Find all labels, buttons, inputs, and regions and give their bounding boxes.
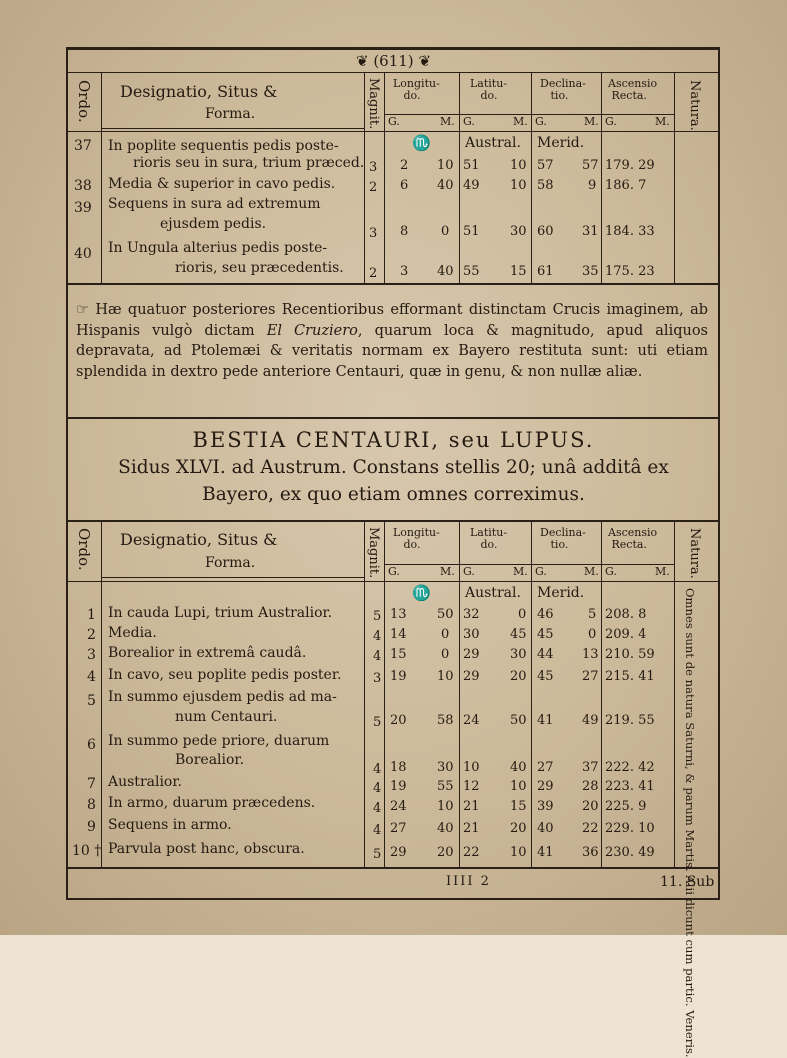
page-number: ❦ (611) ❦ xyxy=(355,52,432,70)
unit-g: G. xyxy=(535,115,547,128)
header-designatio: Designatio, Situs & xyxy=(120,82,278,101)
unit-g: G. xyxy=(605,565,617,578)
header-magnit: Magnit. xyxy=(366,78,381,130)
section-subtitle: Sidus XLVI. ad Austrum. Constans stellis 20; unâ additâ ex xyxy=(118,457,669,478)
unit-g: G. xyxy=(388,115,400,128)
unit-m: M. xyxy=(440,565,455,578)
header-natura: Natura. xyxy=(687,80,702,131)
header-latitudo: Latitu- do. xyxy=(470,77,508,102)
sub-latitudo: Austral. xyxy=(465,135,521,151)
sub-latitudo: Austral. xyxy=(465,585,521,601)
header-forma: Forma. xyxy=(205,555,256,571)
header-magnit: Magnit. xyxy=(366,527,381,579)
unit-g: G. xyxy=(535,565,547,578)
unit-m: M. xyxy=(513,565,528,578)
signature-mark: IIII 2 xyxy=(446,874,491,889)
header-longitudo: Longitu- do. xyxy=(393,526,440,551)
unit-g: G. xyxy=(605,115,617,128)
pointing-hand-icon: ☞ xyxy=(76,302,89,318)
catchword: 11. Sub xyxy=(660,874,715,890)
header-declinatio: Declina- tio. xyxy=(540,77,586,102)
section-title: BESTIA CENTAURI, seu LUPUS. xyxy=(192,428,595,452)
fleuron-left-icon: ❦ xyxy=(355,52,374,70)
header-natura: Natura. xyxy=(687,528,702,579)
unit-m: M. xyxy=(584,115,599,128)
unit-g: G. xyxy=(388,565,400,578)
header-ascensio: Ascensio Recta. xyxy=(608,526,658,551)
header-ascensio: Ascensio Recta. xyxy=(608,77,658,102)
header-ordo: Ordo. xyxy=(75,528,93,571)
unit-m: M. xyxy=(440,115,455,128)
unit-g: G. xyxy=(463,565,475,578)
unit-m: M. xyxy=(655,565,670,578)
header-latitudo: Latitu- do. xyxy=(470,526,508,551)
header-longitudo: Longitu- do. xyxy=(393,77,440,102)
header-declinatio: Declina- tio. xyxy=(540,526,586,551)
sub-longitudo-sign: ♏ xyxy=(412,134,431,152)
book-page: ❦ (611) ❦ Ordo. Designatio, Situs & Forma. Magnit. Longitu- do. Latitu- do. Declina- tio. Ascensio Recta. Natura. G. M. G. M. G. M. G. M. ♏ Austral. Merid. 37 In poplite sequentis pedis poste- rioris seu in sura, trium præced. 3 2 10 51 10 57 57 179. 29 38 Media & superior in cavo pedis. 2 6 40 49 10 58 9 186. 7 39 Sequens in sura ad extremum ejusdem pedis. 3 8 0 51 30 60 31 184. 33 40 In Ungula alterius pedis poste- rioris, seu præcedentis. 2 3 40 55 15 61 35 175. 23 ☞ Hæ quatuor posteriores Recentioribus efformant distinctam Crucis imaginem, ab Hispanis vulgò dictam El Cruziero, quarum loca & magnitudo, apud aliquos depravata, ad Ptolemæi & veritatis normam ex Bayero restituta sunt: uti etiam splendida in dextro pede anteriore Centauri, quæ in genu, & non nullæ aliæ. BESTIA CENTAURI, seu LUPUS. Sidus XLVI. ad Austrum. Constans stellis 20; unâ additâ ex Bayero, ex quo etiam omnes correximus. Ordo. Designatio, Situs & Forma. Magnit. Longitu- do. Latitu- do. Declina- tio. Ascensio Recta. Natura. G. M. G. M. G. M. G. M. ♏ Austral. Merid. Omnes sunt de natura Saturni, & parum Martis. Alii dicunt cum partic. Veneris. 1 In cauda Lupi, trium Australior. 5 13 50 32 0 46 5 208. 8 2 Media. 4 14 0 30 45 45 0 209. 4 3 Borealior in extremâ caudâ. 4 15 0 29 30 44 13 210. 59 4 In cavo, seu poplite pedis poster. 3 19 10 29 20 45 27 215. 41 5 In summo ejusdem pedis ad ma- num Centauri. 5 20 58 24 50 41 49 219. 55 6 In summo pede priore, duarum Borealior. 4 18 30 10 40 27 37 222. 42 7 Australior. 4 19 55 12 10 29 28 223. 41 8 In armo, duarum præcedens. 4 24 10 21 15 39 20 225. 9 9 Sequens in armo. 4 27 40 21 20 40 22 229. 10 10 † Parvula post hanc, obscura. 5 29 20 22 10 41 36 230. 49 IIII 2 11. Sub xyxy=(0,0,787,935)
section-subtitle-2: Bayero, ex quo etiam omnes correximus. xyxy=(202,484,585,505)
unit-m: M. xyxy=(513,115,528,128)
header-ordo: Ordo. xyxy=(75,80,93,123)
note-paragraph: ☞ Hæ quatuor posteriores Recentioribus efformant distinctam Crucis imaginem, ab Hispanis vulgò dictam El Cruziero, quarum loca & magnitudo, apud aliquos depravata, ad Ptolemæi & veritatis normam ex Bayero restituta sunt: uti etiam splendida in dextro pede anteriore Centauri, quæ in genu, & non nullæ aliæ. xyxy=(76,302,709,380)
fleuron-right-icon: ❦ xyxy=(413,52,432,70)
header-forma: Forma. xyxy=(205,106,256,122)
unit-m: M. xyxy=(584,565,599,578)
sub-declinatio: Merid. xyxy=(537,585,585,601)
natura-note: Omnes sunt de natura Saturni, & parum Martis. Alii dicunt cum partic. Veneris. xyxy=(683,588,697,1058)
sub-longitudo-sign: ♏ xyxy=(412,584,431,602)
unit-g: G. xyxy=(463,115,475,128)
sub-declinatio: Merid. xyxy=(537,135,585,151)
unit-m: M. xyxy=(655,115,670,128)
header-designatio: Designatio, Situs & xyxy=(120,530,278,549)
